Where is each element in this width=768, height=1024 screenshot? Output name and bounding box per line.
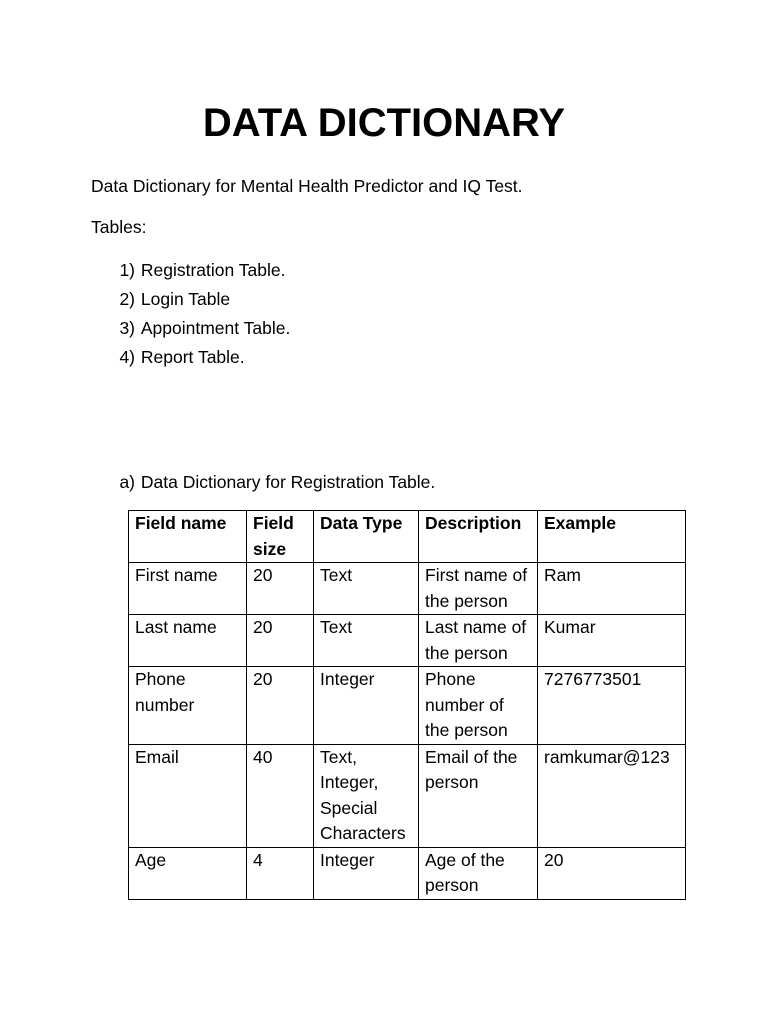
table-cell: 40 <box>247 744 314 847</box>
list-item <box>91 343 290 372</box>
column-header: Field name <box>129 511 247 563</box>
registration-data-table <box>128 510 686 900</box>
section-heading-text: Data Dictionary for Registration Table. <box>140 472 436 492</box>
table-list <box>91 256 290 372</box>
section-heading <box>91 469 435 495</box>
table-cell: Phone number of the person <box>419 667 538 745</box>
tables-label: Tables: <box>91 217 147 237</box>
list-marker: 1) <box>119 260 135 280</box>
list-item <box>91 314 290 343</box>
table-cell: Phone number <box>129 667 247 745</box>
list-marker: 3) <box>119 318 135 338</box>
table-cell: Last name of the person <box>419 615 538 667</box>
table-cell: Text, Integer, Special Characters <box>314 744 419 847</box>
table-cell: 20 <box>538 847 686 899</box>
list-item <box>91 285 290 314</box>
table-cell: 4 <box>247 847 314 899</box>
table-cell: 20 <box>247 615 314 667</box>
table-row <box>129 847 686 899</box>
list-marker: 4) <box>119 347 135 367</box>
table-cell: Ram <box>538 563 686 615</box>
table-cell: Kumar <box>538 615 686 667</box>
table-cell: 7276773501 <box>538 667 686 745</box>
list-item-text: Report Table. <box>140 347 245 367</box>
list-item <box>91 256 290 285</box>
table-cell: 20 <box>247 667 314 745</box>
column-header: Description <box>419 511 538 563</box>
table-cell: Text <box>314 563 419 615</box>
table-header-row <box>129 511 686 563</box>
column-header: Data Type <box>314 511 419 563</box>
list-item-text: Appointment Table. <box>140 318 291 338</box>
column-header: Field size <box>247 511 314 563</box>
table-cell: Integer <box>314 667 419 745</box>
table-cell: First name <box>129 563 247 615</box>
table-cell: Age of the person <box>419 847 538 899</box>
table-cell: Text <box>314 615 419 667</box>
table-cell: Age <box>129 847 247 899</box>
column-header: Example <box>538 511 686 563</box>
table-row <box>129 667 686 745</box>
table-cell: ramkumar@123 <box>538 744 686 847</box>
table-cell: Email <box>129 744 247 847</box>
list-marker: 2) <box>119 289 135 309</box>
table-cell: Email of the person <box>419 744 538 847</box>
table-row <box>129 563 686 615</box>
table-row <box>129 615 686 667</box>
table-row <box>129 744 686 847</box>
page-title: DATA DICTIONARY <box>202 101 566 145</box>
section-marker: a) <box>119 472 135 492</box>
table-cell: Integer <box>314 847 419 899</box>
table-cell: First name of the person <box>419 563 538 615</box>
list-item-text: Registration Table. <box>140 260 286 280</box>
intro-paragraph: Data Dictionary for Mental Health Predictor and IQ Test. <box>91 176 523 196</box>
table-cell: Last name <box>129 615 247 667</box>
list-item-text: Login Table <box>140 289 231 309</box>
table-cell: 20 <box>247 563 314 615</box>
